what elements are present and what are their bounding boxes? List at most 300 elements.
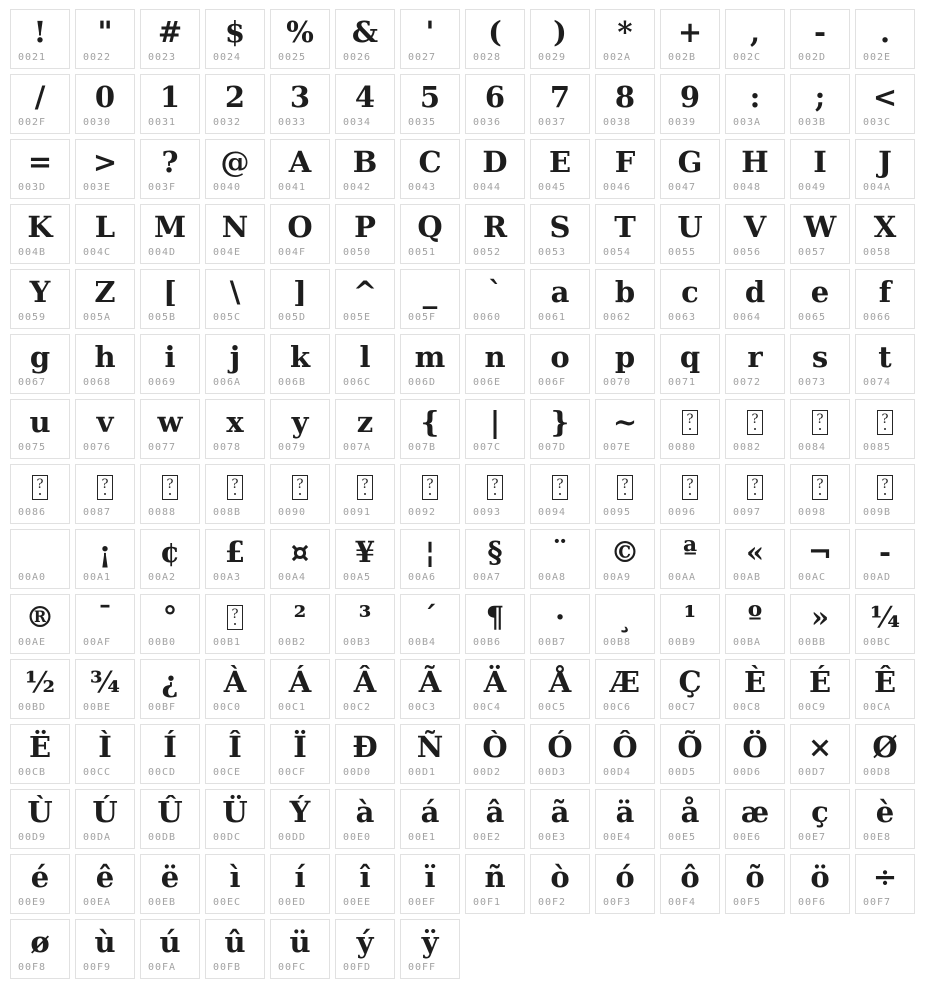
- glyph-cell: [140, 789, 200, 849]
- glyph: Ç: [678, 664, 702, 699]
- glyph: ª: [682, 534, 698, 569]
- glyph-code-label: 0056: [733, 247, 762, 258]
- glyph-cell: [400, 529, 460, 589]
- glyph-code-label: 002B: [668, 52, 697, 63]
- glyph-cell: [465, 659, 525, 719]
- glyph: <: [872, 79, 898, 114]
- glyph-cell: [335, 529, 395, 589]
- glyph-code-label: 00EE: [343, 897, 372, 908]
- glyph-cell: [660, 399, 720, 459]
- glyph-cell: [855, 529, 915, 589]
- glyph: À: [223, 664, 247, 699]
- glyph-code-label: 0025: [278, 52, 307, 63]
- glyph-cell: [855, 334, 915, 394]
- glyph: Ô: [612, 729, 638, 764]
- glyph: (: [488, 14, 502, 49]
- glyph: Õ: [677, 729, 703, 764]
- glyph-cell: [270, 919, 330, 979]
- glyph-cell: [335, 269, 395, 329]
- glyph-code-label: 0066: [863, 312, 892, 323]
- glyph-cell: [400, 594, 460, 654]
- glyph: Û: [157, 794, 183, 829]
- glyph: R: [482, 209, 508, 244]
- glyph-grid: [10, 9, 930, 979]
- glyph-code-label: 0051: [408, 247, 437, 258]
- glyph-code-label: 00C0: [213, 702, 242, 713]
- glyph-cell: [660, 659, 720, 719]
- glyph-code-label: 00D4: [603, 767, 632, 778]
- glyph-code-label: 00C8: [733, 702, 762, 713]
- glyph: 4: [354, 79, 376, 114]
- glyph-code-label: 00A4: [278, 572, 307, 583]
- glyph-code-label: 0088: [148, 507, 177, 518]
- glyph: ù: [94, 924, 116, 959]
- glyph-cell: [725, 789, 785, 849]
- glyph: £: [224, 534, 246, 569]
- glyph-cell: [75, 464, 135, 524]
- glyph: m: [414, 339, 446, 374]
- glyph-code-label: 0064: [733, 312, 762, 323]
- glyph-code-label: 0059: [18, 312, 47, 323]
- glyph: ë: [160, 859, 180, 894]
- glyph: *: [617, 14, 633, 49]
- glyph-code-label: 003F: [148, 182, 177, 193]
- glyph-cell: [530, 854, 590, 914]
- notdef-box-icon: ?: [162, 475, 178, 500]
- glyph: !: [33, 14, 47, 49]
- glyph-cell: [140, 919, 200, 979]
- glyph-cell: [10, 919, 70, 979]
- glyph-cell: [790, 854, 850, 914]
- glyph-code-label: 006B: [278, 377, 307, 388]
- glyph-cell: [335, 74, 395, 134]
- glyph: ê: [95, 859, 115, 894]
- glyph-cell: [855, 139, 915, 199]
- glyph-code-label: 0084: [798, 442, 827, 453]
- glyph-code-label: 005D: [278, 312, 307, 323]
- glyph-code-label: 006C: [343, 377, 372, 388]
- glyph-code-label: 007D: [538, 442, 567, 453]
- glyph: O: [287, 209, 313, 244]
- glyph: ©: [610, 534, 640, 569]
- glyph-cell: [530, 139, 590, 199]
- glyph-cell: [855, 464, 915, 524]
- glyph: -: [813, 14, 827, 49]
- glyph: Ð: [352, 729, 378, 764]
- glyph-code-label: 0023: [148, 52, 177, 63]
- glyph: A: [288, 144, 312, 179]
- glyph-cell: [140, 399, 200, 459]
- glyph-code-label: 0079: [278, 442, 307, 453]
- glyph-cell: [725, 399, 785, 459]
- glyph-code-label: 00CE: [213, 767, 242, 778]
- glyph-code-label: 007C: [473, 442, 502, 453]
- glyph-cell: [205, 334, 265, 394]
- glyph: C: [418, 144, 442, 179]
- glyph-cell: [725, 659, 785, 719]
- glyph: É: [808, 664, 832, 699]
- glyph-code-label: 00B0: [148, 637, 177, 648]
- glyph: 8: [614, 79, 636, 114]
- glyph-code-label: 003C: [863, 117, 892, 128]
- glyph-cell: [790, 74, 850, 134]
- glyph-code-label: 0039: [668, 117, 697, 128]
- glyph-code-label: 007E: [603, 442, 632, 453]
- glyph: 3: [289, 79, 311, 114]
- glyph-cell: [530, 789, 590, 849]
- notdef-glyph: [11, 465, 69, 509]
- glyph-cell: [595, 74, 655, 134]
- glyph-cell: [465, 529, 525, 589]
- glyph: ¼: [869, 599, 901, 634]
- glyph-code-label: 0042: [343, 182, 372, 193]
- glyph-cell: [75, 594, 135, 654]
- glyph-cell: [660, 854, 720, 914]
- glyph: ?: [161, 144, 179, 179]
- glyph-code-label: 004B: [18, 247, 47, 258]
- glyph-cell: [855, 204, 915, 264]
- glyph-cell: [530, 399, 590, 459]
- glyph-cell: [75, 854, 135, 914]
- glyph: y: [291, 404, 309, 439]
- glyph-code-label: 0073: [798, 377, 827, 388]
- glyph: G: [677, 144, 703, 179]
- glyph-cell: [660, 529, 720, 589]
- glyph: Ü: [222, 794, 248, 829]
- glyph-code-label: 00AE: [18, 637, 47, 648]
- notdef-box-icon: ?: [682, 475, 698, 500]
- glyph-code-label: 00C2: [343, 702, 372, 713]
- glyph-code-label: 00FB: [213, 962, 242, 973]
- glyph: Â: [353, 664, 377, 699]
- notdef-box-icon: ?: [487, 475, 503, 500]
- glyph: ½: [24, 664, 56, 699]
- notdef-glyph: [206, 465, 264, 509]
- glyph-cell: [140, 724, 200, 784]
- glyph-code-label: 0097: [733, 507, 762, 518]
- glyph-code-label: 00C3: [408, 702, 437, 713]
- glyph-cell: [530, 464, 590, 524]
- glyph-cell: [270, 74, 330, 134]
- glyph: Z: [94, 274, 116, 309]
- notdef-glyph: [726, 400, 784, 444]
- glyph-code-label: 009B: [863, 507, 892, 518]
- glyph-cell: [140, 464, 200, 524]
- glyph: ä: [615, 794, 635, 829]
- glyph-code-label: 00D3: [538, 767, 567, 778]
- glyph-cell: [400, 399, 460, 459]
- glyph: ): [553, 14, 567, 49]
- glyph: b: [614, 274, 636, 309]
- glyph: ]: [293, 274, 307, 309]
- glyph-cell: [465, 464, 525, 524]
- glyph-code-label: 0058: [863, 247, 892, 258]
- glyph-cell: [270, 9, 330, 69]
- glyph-code-label: 00B4: [408, 637, 437, 648]
- glyph-code-label: 00C4: [473, 702, 502, 713]
- glyph-code-label: 00CC: [83, 767, 112, 778]
- glyph: ¨: [552, 534, 568, 569]
- glyph-code-label: 0024: [213, 52, 242, 63]
- glyph: N: [221, 209, 249, 244]
- glyph-cell: [790, 9, 850, 69]
- glyph-code-label: 0080: [668, 442, 697, 453]
- glyph-cell: [595, 854, 655, 914]
- glyph: Å: [548, 664, 572, 699]
- glyph-code-label: 0075: [18, 442, 47, 453]
- notdef-box-icon: ?: [812, 475, 828, 500]
- glyph: ç: [811, 794, 829, 829]
- glyph-code-label: 004D: [148, 247, 177, 258]
- glyph-cell: [75, 334, 135, 394]
- glyph-code-label: 0085: [863, 442, 892, 453]
- glyph-code-label: 00E6: [733, 832, 762, 843]
- glyph-cell: [335, 854, 395, 914]
- glyph-code-label: 008B: [213, 507, 242, 518]
- glyph-cell: [400, 724, 460, 784]
- glyph: B: [352, 144, 378, 179]
- glyph-code-label: 002D: [798, 52, 827, 63]
- glyph: Ñ: [416, 729, 444, 764]
- notdef-glyph: [336, 465, 394, 509]
- glyph: ¤: [290, 534, 310, 569]
- glyph-cell: [530, 724, 590, 784]
- glyph-code-label: 006E: [473, 377, 502, 388]
- glyph-cell: [790, 724, 850, 784]
- glyph-code-label: 0022: [83, 52, 112, 63]
- glyph-code-label: 006D: [408, 377, 437, 388]
- glyph-cell: [335, 139, 395, 199]
- glyph-cell: [335, 204, 395, 264]
- glyph: ³: [358, 599, 372, 634]
- glyph-cell: [205, 464, 265, 524]
- notdef-glyph: [141, 465, 199, 509]
- notdef-glyph: [856, 465, 914, 509]
- glyph: º: [747, 599, 763, 634]
- glyph-code-label: 0028: [473, 52, 502, 63]
- glyph-cell: [335, 334, 395, 394]
- glyph: J: [878, 144, 892, 179]
- glyph: ö: [810, 859, 830, 894]
- glyph-code-label: 00AA: [668, 572, 697, 583]
- glyph-cell: [10, 399, 70, 459]
- glyph-code-label: 0098: [798, 507, 827, 518]
- glyph-code-label: 0057: [798, 247, 827, 258]
- glyph-code-label: 0048: [733, 182, 762, 193]
- glyph-code-label: 0092: [408, 507, 437, 518]
- glyph-code-label: 0070: [603, 377, 632, 388]
- glyph: @: [220, 144, 250, 179]
- glyph-cell: [205, 919, 265, 979]
- glyph-cell: [465, 724, 525, 784]
- glyph-cell: [140, 269, 200, 329]
- notdef-box-icon: ?: [877, 475, 893, 500]
- glyph-code-label: 00A1: [83, 572, 112, 583]
- glyph: È: [743, 664, 767, 699]
- glyph: X: [873, 209, 897, 244]
- glyph-cell: [205, 269, 265, 329]
- glyph: ô: [680, 859, 700, 894]
- glyph-cell: [205, 139, 265, 199]
- glyph: Ã: [418, 664, 442, 699]
- glyph-cell: [855, 789, 915, 849]
- glyph: Ù: [27, 794, 53, 829]
- notdef-box-icon: ?: [617, 475, 633, 500]
- glyph-code-label: 00BD: [18, 702, 47, 713]
- notdef-box-icon: ?: [422, 475, 438, 500]
- glyph: F: [614, 144, 636, 179]
- glyph-cell: [270, 854, 330, 914]
- glyph-code-label: 003D: [18, 182, 47, 193]
- glyph: ý: [356, 924, 374, 959]
- glyph: z: [356, 404, 374, 439]
- glyph-cell: [10, 529, 70, 589]
- glyph: Ý: [289, 794, 311, 829]
- glyph-code-label: 002A: [603, 52, 632, 63]
- glyph-cell: [75, 9, 135, 69]
- glyph-cell: [790, 789, 850, 849]
- notdef-glyph: [76, 465, 134, 509]
- glyph: E: [548, 144, 572, 179]
- glyph-code-label: 002E: [863, 52, 892, 63]
- notdef-box-icon: ?: [812, 410, 828, 435]
- glyph: Ï: [293, 729, 307, 764]
- glyph-code-label: 00F6: [798, 897, 827, 908]
- notdef-glyph: [271, 465, 329, 509]
- glyph-code-label: 004A: [863, 182, 892, 193]
- glyph-code-label: 0091: [343, 507, 372, 518]
- glyph-cell: [790, 204, 850, 264]
- glyph-cell: [660, 139, 720, 199]
- glyph-cell: [205, 659, 265, 719]
- glyph-code-label: 0040: [213, 182, 242, 193]
- glyph-code-label: 0065: [798, 312, 827, 323]
- glyph: /: [34, 79, 46, 114]
- glyph: ¶: [485, 599, 505, 634]
- glyph: ¹: [683, 599, 697, 634]
- glyph: u: [29, 404, 51, 439]
- glyph-cell: [595, 399, 655, 459]
- glyph-code-label: 00FF: [408, 962, 437, 973]
- glyph: j: [229, 339, 241, 374]
- glyph-cell: [140, 9, 200, 69]
- glyph-code-label: 005B: [148, 312, 177, 323]
- glyph: >: [92, 144, 118, 179]
- glyph-cell: [10, 659, 70, 719]
- glyph-code-label: 0021: [18, 52, 47, 63]
- glyph: Ì: [98, 729, 112, 764]
- glyph-cell: [75, 74, 135, 134]
- glyph-code-label: 00D7: [798, 767, 827, 778]
- glyph-cell: [725, 724, 785, 784]
- glyph-code-label: 0090: [278, 507, 307, 518]
- glyph: Ó: [547, 729, 573, 764]
- notdef-glyph: [661, 400, 719, 444]
- glyph-cell: [10, 139, 70, 199]
- notdef-glyph: [856, 400, 914, 444]
- glyph-code-label: 0044: [473, 182, 502, 193]
- glyph-cell: [400, 789, 460, 849]
- glyph: ì: [229, 859, 241, 894]
- glyph: Ê: [873, 664, 897, 699]
- glyph: ¢: [159, 534, 181, 569]
- glyph-cell: [465, 74, 525, 134]
- glyph: ø: [30, 924, 50, 959]
- glyph-code-label: 00D1: [408, 767, 437, 778]
- glyph: L: [94, 209, 116, 244]
- glyph-code-label: 002C: [733, 52, 762, 63]
- glyph-cell: [140, 334, 200, 394]
- glyph-code-label: 003A: [733, 117, 762, 128]
- glyph-cell: [595, 464, 655, 524]
- glyph-cell: [400, 334, 460, 394]
- glyph-cell: [530, 269, 590, 329]
- glyph-cell: [725, 594, 785, 654]
- glyph-code-label: 0049: [798, 182, 827, 193]
- glyph-cell: [205, 724, 265, 784]
- glyph: D: [482, 144, 508, 179]
- glyph: ^: [352, 274, 378, 309]
- glyph-code-label: 0055: [668, 247, 697, 258]
- glyph: õ: [745, 859, 765, 894]
- glyph-code-label: 0053: [538, 247, 567, 258]
- glyph-code-label: 006F: [538, 377, 567, 388]
- glyph-code-label: 00F7: [863, 897, 892, 908]
- glyph-cell: [595, 529, 655, 589]
- glyph-cell: [270, 789, 330, 849]
- glyph-cell: [75, 724, 135, 784]
- glyph-code-label: 00CA: [863, 702, 892, 713]
- glyph: à: [355, 794, 375, 829]
- glyph: a: [550, 274, 570, 309]
- glyph-code-label: 0087: [83, 507, 112, 518]
- glyph: #: [157, 14, 183, 49]
- glyph: ~: [612, 404, 638, 439]
- glyph: i: [164, 339, 176, 374]
- notdef-glyph: [401, 465, 459, 509]
- glyph-code-label: 00D9: [18, 832, 47, 843]
- glyph-cell: [335, 724, 395, 784]
- glyph-cell: [855, 269, 915, 329]
- glyph-cell: [790, 529, 850, 589]
- glyph-code-label: 0062: [603, 312, 632, 323]
- glyph-cell: [725, 334, 785, 394]
- glyph-cell: [270, 204, 330, 264]
- glyph: r: [747, 339, 763, 374]
- notdef-glyph: [726, 465, 784, 509]
- glyph: Ò: [482, 729, 508, 764]
- glyph-code-label: 0069: [148, 377, 177, 388]
- glyph-cell: [855, 594, 915, 654]
- glyph-code-label: 003E: [83, 182, 112, 193]
- glyph-cell: [140, 204, 200, 264]
- glyph: Y: [29, 274, 51, 309]
- glyph-code-label: 00DC: [213, 832, 242, 843]
- glyph: v: [96, 404, 114, 439]
- glyph-cell: [205, 594, 265, 654]
- notdef-box-icon: ?: [747, 410, 763, 435]
- glyph-code-label: 00C9: [798, 702, 827, 713]
- glyph: .: [879, 14, 891, 49]
- glyph: [11, 530, 69, 574]
- glyph-code-label: 0095: [603, 507, 632, 518]
- glyph: %: [286, 14, 314, 49]
- glyph-cell: [465, 269, 525, 329]
- glyph-cell: [465, 399, 525, 459]
- glyph-cell: [530, 594, 590, 654]
- glyph: Í: [163, 729, 177, 764]
- glyph: l: [359, 339, 371, 374]
